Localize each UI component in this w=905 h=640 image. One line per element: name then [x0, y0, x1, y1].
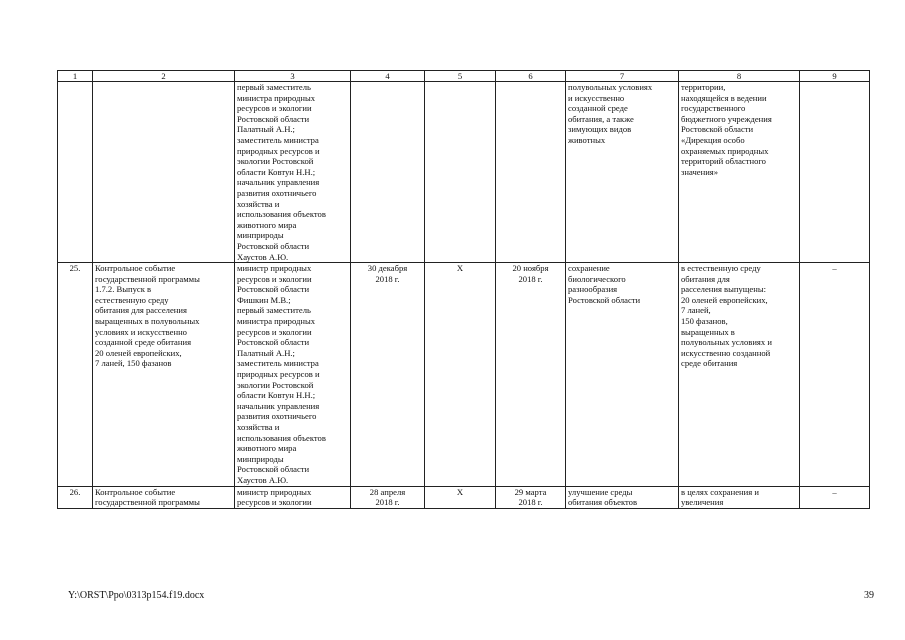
event-cell-line: государственной программы: [95, 273, 200, 284]
responsible-cell-line: Ростовской области: [237, 284, 310, 295]
planned-date-cell: [351, 82, 425, 263]
row-number: 25.: [58, 263, 93, 486]
responsible-cell-line: заместитель министра: [237, 134, 319, 145]
event-cell-line: условиях и искусственно: [95, 326, 187, 337]
result-cell: [679, 263, 800, 486]
table-row: [58, 486, 870, 508]
responsible-cell-line: хозяйства и: [237, 422, 280, 432]
goal-cell-line: полувольных условиях: [568, 82, 653, 92]
column-header-4: 4: [351, 71, 425, 82]
result-cell-line: выращенных в: [681, 326, 735, 337]
responsible-cell-line: области Ковтун Н.Н.;: [237, 166, 316, 177]
column-header-3: 3: [235, 71, 351, 82]
result-cell-line: увеличения: [681, 497, 724, 508]
planned-date-cell-line: 28 апреля: [369, 486, 406, 497]
result-cell-line: обитания для: [681, 273, 730, 284]
goal-cell: [566, 82, 679, 263]
table-row: [58, 82, 870, 263]
result-cell-line: полувольных условиях и: [681, 337, 772, 348]
goal-cell-line: сохранение: [568, 263, 610, 274]
responsible-cell-line: министр природных: [237, 263, 312, 274]
goal-cell-line: Ростовской области: [568, 294, 641, 305]
responsible-cell-line: природных ресурсов и: [237, 145, 320, 156]
result-cell-line: государственного: [681, 103, 746, 114]
goal-cell: [566, 263, 679, 486]
event-cell-line: 7 ланей, 150 фазанов: [95, 358, 172, 369]
responsible-cell-line: Палатный А.Н.;: [237, 124, 295, 135]
result-cell-line: охраняемых природных: [681, 145, 769, 156]
responsible-cell-line: ресурсов и экологии: [237, 273, 312, 284]
responsible-cell-line: ресурсов и экологии: [237, 103, 312, 114]
planned-date-cell-line: 30 декабря: [367, 263, 408, 274]
goal-cell-line: биологического: [568, 273, 626, 284]
header-row: [58, 71, 870, 82]
row-number: [58, 82, 93, 263]
result-cell: [679, 82, 800, 263]
result-cell: [679, 486, 800, 508]
result-cell-line: 20 оленей европейских,: [681, 294, 768, 305]
responsible-cell-line: минприроды: [237, 453, 284, 464]
table-body: [58, 82, 870, 509]
column-header-7: 7: [566, 71, 679, 82]
event-cell: [93, 486, 235, 508]
result-cell-line: искусственно созданной: [681, 347, 771, 358]
result-cell-line: Ростовской области: [681, 124, 754, 135]
responsible-cell-line: природных ресурсов и: [237, 369, 320, 380]
actual-date-cell-line: 20 ноября: [512, 263, 549, 274]
responsible-cell-line: Хаустов А.Ю.: [237, 251, 289, 262]
responsible-cell-line: Ростовской области: [237, 337, 310, 348]
event-cell-line: 1.7.2. Выпуск в: [95, 284, 152, 295]
responsible-cell-line: начальник управления: [237, 400, 320, 411]
responsible-cell-line: экологии Ростовской: [237, 156, 314, 167]
goal-cell-line: зимующих видов: [568, 124, 632, 135]
goal-cell-line: улучшение среды: [568, 486, 633, 497]
actual-date-cell: [496, 263, 566, 486]
responsible-cell-line: заместитель министра: [237, 358, 319, 369]
event-cell-line: 20 оленей европейских,: [95, 347, 182, 358]
x-mark-cell: X: [425, 486, 496, 508]
responsible-cell-line: развития охотничьего: [237, 187, 317, 198]
responsible-cell-line: области Ковтун Н.Н.;: [237, 390, 316, 401]
responsible-cell-line: Палатный А.Н.;: [237, 347, 295, 358]
note-cell: –: [800, 263, 870, 486]
column-header-8: 8: [679, 71, 800, 82]
result-cell-line: в естественную среду: [681, 263, 761, 274]
x-mark-cell: [425, 82, 496, 263]
event-cell: [93, 82, 235, 263]
responsible-cell-line: животного мира: [237, 443, 297, 454]
responsible-cell: [235, 486, 351, 508]
goal-cell-line: и искусственно: [568, 92, 625, 103]
responsible-cell-line: ресурсов и экологии: [237, 497, 312, 508]
note-cell: [800, 82, 870, 263]
result-cell-line: находящейся в ведении: [681, 92, 767, 103]
x-mark-cell: X: [425, 263, 496, 486]
responsible-cell: [235, 263, 351, 486]
responsible-cell-line: ресурсов и экологии: [237, 326, 312, 337]
event-cell-line: Контрольное событие: [95, 486, 176, 497]
goal-cell-line: обитания, а также: [568, 113, 634, 124]
result-cell-line: территории,: [681, 82, 726, 92]
column-header-2: 2: [93, 71, 235, 82]
result-cell-line: расселения выпущены:: [681, 284, 766, 295]
event-cell-line: обитания для расселения: [95, 305, 187, 316]
responsible-cell-line: Ростовской области: [237, 464, 310, 475]
result-cell-line: территорий областного: [681, 156, 766, 167]
event-cell-line: государственной программы: [95, 497, 200, 508]
actual-date-cell-line: 29 марта: [514, 486, 547, 497]
responsible-cell-line: минприроды: [237, 230, 284, 241]
result-cell-line: бюджетного учреждения: [681, 113, 772, 124]
column-header-5: 5: [425, 71, 496, 82]
responsible-cell-line: хозяйства и: [237, 198, 280, 209]
column-header-6: 6: [496, 71, 566, 82]
actual-date-cell: [496, 82, 566, 263]
event-cell-line: созданной среде обитания: [95, 337, 192, 348]
event-cell: [93, 263, 235, 486]
actual-date-cell: [496, 486, 566, 508]
event-cell-line: Контрольное событие: [95, 263, 176, 274]
responsible-cell-line: развития охотничьего: [237, 411, 317, 422]
table-row: [58, 263, 870, 486]
result-cell-line: значения»: [681, 166, 719, 177]
responsible-cell-line: министр природных: [237, 486, 312, 497]
actual-date-cell-line: 2018 г.: [518, 273, 543, 284]
responsible-cell-line: Хаустов А.Ю.: [237, 474, 289, 485]
responsible-cell-line: животного мира: [237, 219, 297, 230]
result-cell-line: 7 ланей,: [681, 305, 711, 316]
result-cell-line: 150 фазанов,: [681, 316, 728, 327]
responsible-cell-line: первый заместитель: [237, 82, 311, 92]
goal-cell-line: животных: [568, 134, 606, 145]
file-path: Y:\ORST\Ppo\0313p154.f19.docx: [68, 590, 205, 601]
note-cell: –: [800, 486, 870, 508]
planned-date-cell-line: 2018 г.: [375, 273, 400, 284]
responsible-cell-line: министра природных: [237, 316, 316, 327]
goal-cell-line: обитания объектов: [568, 497, 638, 508]
column-header-9: 9: [800, 71, 870, 82]
planned-date-cell: [351, 486, 425, 508]
responsible-cell-line: первый заместитель: [237, 305, 311, 316]
responsible-cell-line: министра природных: [237, 92, 316, 103]
responsible-cell-line: Фишкин М.В.;: [237, 294, 291, 305]
responsible-cell-line: Ростовской области: [237, 240, 310, 251]
planned-date-cell: [351, 263, 425, 486]
column-header-1: 1: [58, 71, 93, 82]
goal-cell-line: созданной среде: [568, 103, 628, 114]
planned-date-cell-line: 2018 г.: [375, 497, 400, 508]
responsible-cell-line: использования объектов: [237, 209, 326, 220]
responsible-cell-line: Ростовской области: [237, 113, 310, 124]
page-number: 39: [864, 590, 874, 601]
result-cell-line: в целях сохранения и: [681, 486, 759, 497]
responsible-cell-line: использования объектов: [237, 432, 326, 443]
responsible-cell-line: начальник управления: [237, 177, 320, 188]
event-cell-line: выращенных в полувольных: [95, 316, 200, 327]
responsible-cell: [235, 82, 351, 263]
goal-cell: [566, 486, 679, 508]
responsible-cell-line: экологии Ростовской: [237, 379, 314, 390]
row-number: 26.: [58, 486, 93, 508]
event-cell-line: естественную среду: [95, 294, 169, 305]
result-cell-line: среде обитания: [681, 358, 738, 369]
report-table: [57, 70, 870, 509]
actual-date-cell-line: 2018 г.: [518, 497, 543, 508]
goal-cell-line: разнообразия: [568, 284, 618, 295]
result-cell-line: «Дирекция особо: [681, 134, 745, 145]
